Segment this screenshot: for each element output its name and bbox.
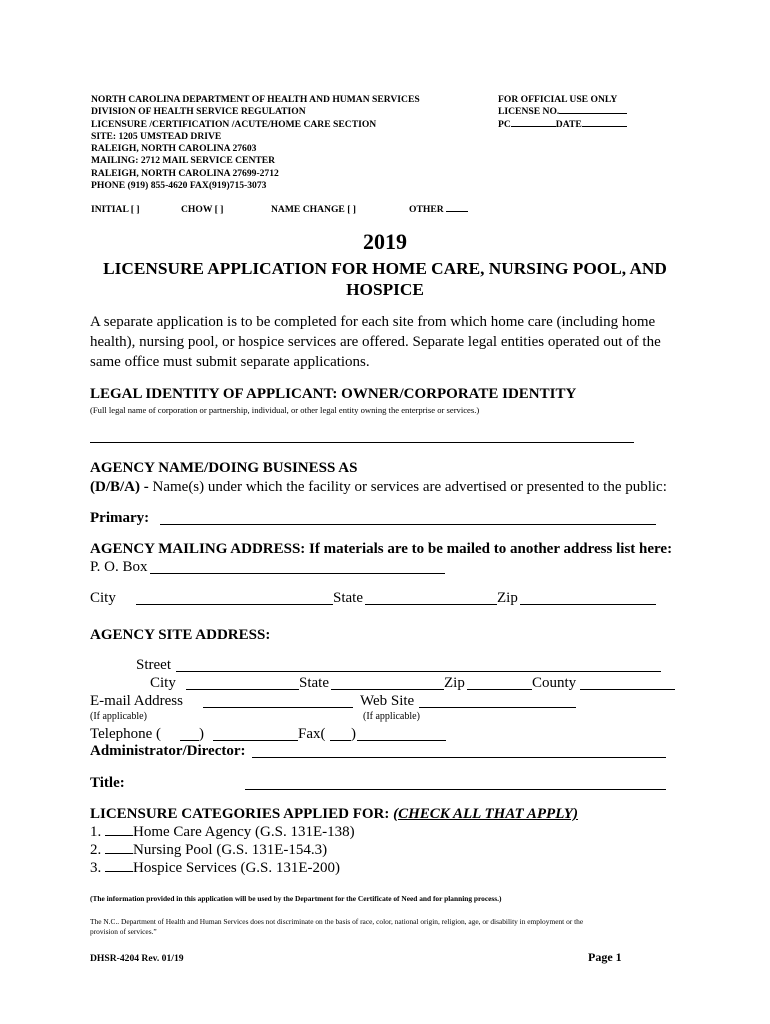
dept-line: SITE: 1205 UMSTEAD DRIVE	[91, 130, 222, 142]
license-no-field[interactable]	[559, 112, 627, 114]
mailing-state-field[interactable]	[365, 603, 497, 605]
dept-line: LICENSURE /CERTIFICATION /ACUTE/HOME CARE SECTION	[91, 118, 377, 130]
legal-identity-note: (Full legal name of corporation or partnership, individual, or other legal entity owning the enterprise or services.)	[90, 405, 480, 415]
street-field[interactable]	[176, 670, 661, 672]
website-label: Web Site	[360, 693, 415, 709]
pc-field[interactable]	[511, 125, 556, 127]
category-item	[90, 860, 340, 877]
po-box-field[interactable]	[150, 572, 445, 574]
po-box-label: P. O. Box	[90, 559, 148, 575]
mailing-city-label: City	[90, 590, 116, 606]
site-city-field[interactable]	[186, 688, 299, 690]
site-county-field[interactable]	[580, 688, 675, 690]
mailing-zip-field[interactable]	[520, 603, 656, 605]
intro-line: A separate application is to be completed for each site from which home care (including home	[90, 314, 656, 330]
dba-description	[90, 479, 667, 496]
home-care-check-field[interactable]	[105, 834, 133, 836]
dept-line: MAILING: 2712 MAIL SERVICE CENTER	[91, 155, 276, 167]
site-zip-label: Zip	[444, 675, 465, 691]
category-number: 3.	[90, 860, 102, 876]
official-use-box	[498, 94, 627, 131]
category-number: 1.	[90, 824, 102, 840]
form-id: DHSR-4204 Rev. 01/19	[90, 953, 184, 964]
telephone-area-code-field[interactable]	[180, 739, 199, 741]
page-number: Page 1	[588, 950, 622, 964]
dba-label: (D/B/A) -	[90, 479, 153, 495]
pc-label: PC	[498, 118, 511, 130]
mailing-zip-label: Zip	[497, 590, 518, 606]
name-change-checkbox[interactable]: NAME CHANGE [ ]	[271, 204, 357, 215]
site-state-label: State	[299, 675, 329, 691]
category-text: Home Care Agency (G.S. 131E-138)	[133, 824, 355, 840]
initial-checkbox[interactable]: INITIAL [ ]	[91, 204, 140, 215]
fax-label: Fax(	[298, 726, 326, 742]
email-field[interactable]	[203, 706, 353, 708]
categories-heading	[90, 806, 578, 823]
dept-line: PHONE (919) 855-4620 FAX(919)715-3073	[91, 180, 267, 192]
legal-name-field[interactable]	[90, 441, 634, 443]
administrator-field[interactable]	[252, 756, 666, 758]
title-label: Title:	[90, 775, 125, 791]
dept-line: NORTH CAROLINA DEPARTMENT OF HEALTH AND HUMAN SERVICES	[91, 94, 420, 105]
date-field[interactable]	[582, 125, 627, 127]
license-no-label: LICENSE NO.	[498, 106, 560, 118]
legal-identity-heading: LEGAL IDENTITY OF APPLICANT: OWNER/CORPORATE IDENTITY	[90, 386, 577, 402]
category-text: Hospice Services (G.S. 131E-200)	[133, 860, 341, 876]
category-item	[90, 824, 355, 841]
info-usage-note: (The information provided in this application will be used by the Department for the Certificate of Need and for planning process.)	[90, 894, 502, 903]
other-label: OTHER	[409, 204, 444, 215]
other-field[interactable]	[446, 210, 468, 212]
check-all-note: (CHECK ALL THAT APPLY)	[393, 806, 578, 822]
email-if-applicable: (If applicable)	[90, 711, 147, 722]
site-city-label: City	[150, 675, 176, 691]
agency-name-heading: AGENCY NAME/DOING BUSINESS AS	[90, 460, 358, 476]
telephone-close-paren: )	[199, 726, 204, 742]
chow-checkbox[interactable]: CHOW [ ]	[181, 204, 224, 215]
nondiscrimination-line: provision of services.”	[90, 927, 157, 936]
fax-number-field[interactable]	[357, 739, 446, 741]
dept-line: DIVISION OF HEALTH SERVICE REGULATION	[91, 106, 306, 118]
street-label: Street	[136, 657, 171, 673]
website-if-applicable: (If applicable)	[363, 711, 420, 722]
dba-text: Name(s) under which the facility or services are advertised or presented to the public:	[152, 479, 667, 495]
website-field[interactable]	[419, 706, 576, 708]
department-header	[91, 94, 420, 192]
administrator-label: Administrator/Director:	[90, 743, 246, 759]
site-state-field[interactable]	[331, 688, 444, 690]
nursing-pool-check-field[interactable]	[105, 852, 133, 854]
category-item	[90, 842, 327, 859]
mailing-city-field[interactable]	[136, 603, 333, 605]
form-year: 2019	[363, 229, 407, 254]
dept-line: RALEIGH, NORTH CAROLINA 27603	[91, 143, 257, 155]
intro-line: health), nursing pool, or hospice services are offered. Separate legal entities operated out of the	[90, 334, 661, 350]
nondiscrimination-statement	[90, 917, 583, 937]
nondiscrimination-line: The N.C.. Department of Health and Human Services does not discriminate on the basis of race, color, national origin, religion, age, or disability in employment or the	[90, 917, 584, 926]
form-title-line-1: LICENSURE APPLICATION FOR HOME CARE, NURSING POOL, AND	[103, 259, 667, 278]
date-label: DATE	[555, 118, 582, 130]
primary-name-field[interactable]	[160, 523, 656, 525]
fax-area-code-field[interactable]	[330, 739, 351, 741]
dept-line: RALEIGH, NORTH CAROLINA 27699-2712	[91, 167, 279, 179]
category-text: Nursing Pool (G.S. 131E-154.3)	[133, 842, 328, 858]
title-field[interactable]	[245, 788, 666, 790]
mailing-address-heading: AGENCY MAILING ADDRESS: If materials are to be mailed to another address list here:	[90, 541, 673, 557]
intro-line: same office must submit separate applications.	[90, 354, 370, 370]
telephone-number-field[interactable]	[213, 739, 298, 741]
fax-close-paren: )	[351, 726, 356, 742]
mailing-state-label: State	[333, 590, 363, 606]
telephone-label: Telephone (	[90, 726, 162, 742]
email-label: E-mail Address	[90, 693, 183, 709]
category-number: 2.	[90, 842, 102, 858]
official-use-title: FOR OFFICIAL USE ONLY	[498, 94, 618, 105]
site-address-heading: AGENCY SITE ADDRESS:	[90, 627, 271, 643]
primary-label: Primary:	[90, 510, 150, 526]
hospice-check-field[interactable]	[105, 870, 133, 872]
site-county-label: County	[532, 675, 577, 691]
intro-paragraph	[90, 312, 661, 372]
site-zip-field[interactable]	[467, 688, 532, 690]
other-option[interactable]	[409, 204, 468, 215]
form-title-line-2: HOSPICE	[346, 280, 424, 299]
categories-heading-text: LICENSURE CATEGORIES APPLIED FOR:	[90, 806, 394, 822]
